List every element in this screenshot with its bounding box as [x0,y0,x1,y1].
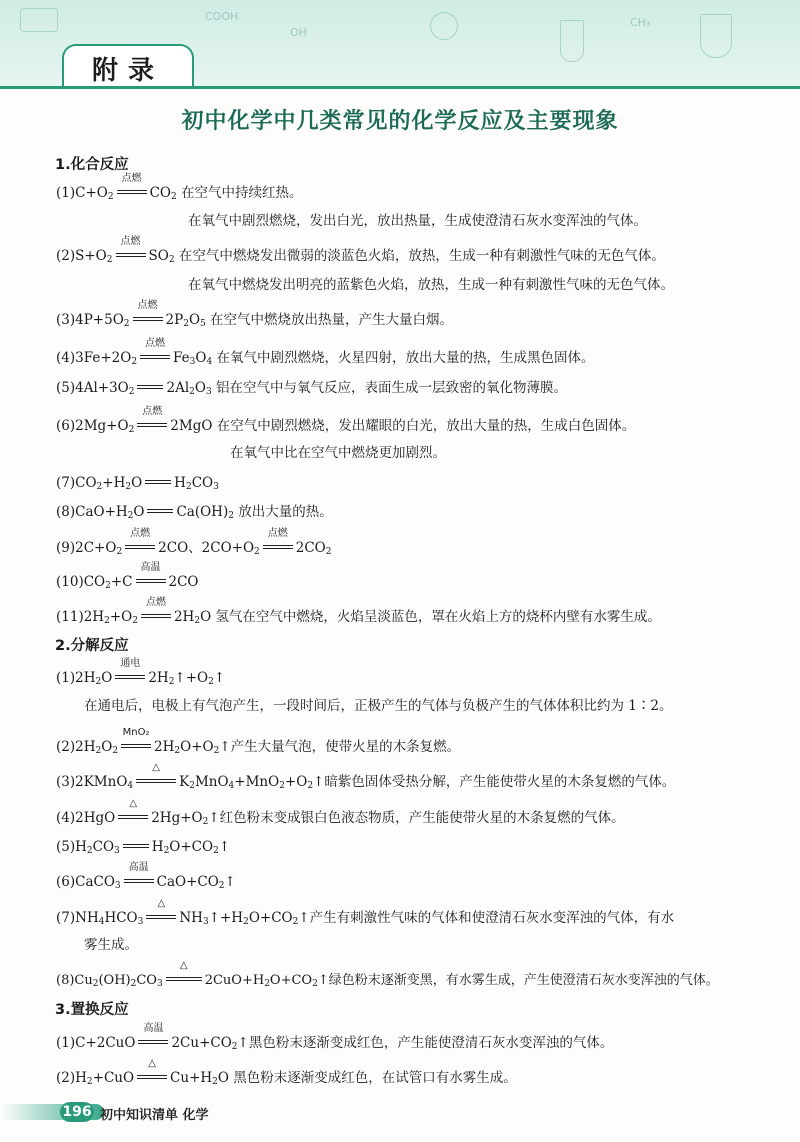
reaction-line: $(8)CaO+H_2O$ $Ca(OH)_2$ 放出大量的热。 [56,504,333,521]
section-heading: 2.分解反应 [55,638,129,654]
reaction-line: $(1)2H_2O$ 通电 $2H_2↑+O_2↑$ [56,658,226,687]
section-heading: 3.置换反应 [55,1002,129,1018]
page-title: 初中化学中几类常见的化学反应及主要现象 [181,109,619,134]
phenomenon-line: 在通电后，电极上有气泡产生，一段时间后，正极产生的气体与负极产生的气体体积比约为 1∶2。 [84,698,673,714]
phenomenon-line: 在氧气中燃烧发出明亮的蓝紫色火焰，放热，生成一种有刺激性气味的无色气体。 [188,277,674,293]
reaction-line: $(9)2C+O_2$ 点燃 2CO、$2CO+O_2$ 点燃 $2CO_2$ [56,528,332,557]
page-header-banner [0,0,800,86]
phenomenon-line: 在氧气中比在空气中燃烧更加剧烈。 [230,445,446,461]
deco-formula: OH [290,26,307,39]
reaction-line: $(5)H_2CO_3$ $H_2O+CO_2↑$ [56,839,231,856]
reaction-line: $(11)2H_2+O_2$ 点燃 $2H_2O$ 氢气在空气中燃烧，火焰呈淡蓝色，罩在火焰上方的烧杯内壁有水雾生成。 [56,597,661,626]
appendix-label: 附录 [91,55,164,86]
reaction-line: $(3)4P+5O_2$ 点燃 $2P_2O_5$ 在空气中燃烧放出热量，产生大量白烟。 [56,300,454,329]
reaction-line: (3)2KMnO$_4$ △ $K_2MnO_4+MnO_2+O_2↑$暗紫色固体受热分解，产生能使带火星的木条复燃的气体。 [56,762,676,791]
phenomenon-line: 在氧气中剧烈燃烧，发出白光，放出热量，生成使澄清石灰水变浑浊的气体。 [188,213,647,229]
reaction-line: $(7)NH_4HCO_3$ △ $NH_3↑+H_2O+CO_2↑$产生有刺激性气味的气体和使澄清石灰水变浑浊的气体，有水 [56,898,675,927]
deco-formula: CH₃ [630,16,651,29]
reaction-line: $(2)S+O_2$ 点燃 $SO_2$ 在空气中燃烧发出微弱的淡蓝色火焰，放热，生成一种有刺激性气味的无色气体。 [56,236,665,265]
header-rule [0,86,800,89]
reaction-line: $(2)H_2+CuO$ △ $Cu+H_2O$ 黑色粉末逐渐变成红色，在试管口有水雾生成。 [56,1058,517,1087]
appendix-tab [62,44,194,86]
section-heading: 1.化合反应 [55,157,129,173]
reaction-line: $(10)CO_2+C$ 高温 2CO [56,562,199,591]
reaction-line: (4)2HgO △ $2Hg+O_2↑$红色粉末变成银白色液态物质，产生能使带火星的木条复燃的气体。 [56,798,625,827]
reaction-line: $(5)4Al+3O_2$ $2Al_2O_3$ 铝在空气中与氧气反应，表面生成一层致密的氧化物薄膜。 [56,380,567,397]
reaction-line: (6)CaCO$_3$ 高温 $CaO+CO_2↑$ [56,862,236,891]
flask-illustration [700,14,732,58]
reaction-line: $(4)3Fe+2O_2$ 点燃 $Fe_3O_4$ 在氧气中剧烈燃烧，火星四射，放出大量的热，生成黑色固体。 [56,338,595,367]
phenomenon-line: 雾生成。 [84,937,138,953]
reaction-line: $(7)CO_2+H_2O$ $H_2CO_3$ [56,475,219,492]
reaction-line: $(1)C+O_2$ 点燃 $CO_2$ 在空气中持续红热。 [56,173,303,202]
reaction-line: $(6)2Mg+O_2$ 点燃 2MgO 在空气中剧烈燃烧，发出耀眼的白光，放出大量的热，生成白色固体。 [56,406,636,435]
flask-illustration [560,20,584,62]
book-title: 初中知识清单 化学 [100,1108,209,1123]
reaction-line: $(2)2H_2O_2$ MnO₂ $2H_2O+O_2↑$产生大量气泡，使带火星的木条复燃。 [56,727,461,756]
reaction-line: $(8)Cu_2(OH)_2CO_3$ △ $2CuO+H_2O+CO_2↑$绿色粉末逐渐变黑，有水雾生成，产生使澄清石灰水变浑浊的气体。 [56,960,719,989]
flask-illustration [430,12,458,40]
flask-illustration [20,8,58,32]
page-footer [0,1098,800,1124]
deco-formula: COOH [205,10,239,23]
reaction-line: (1)C+2CuO 高温 $2Cu+CO_2↑$黑色粉末逐渐变成红色，产生能使澄清石灰水变浑浊的气体。 [56,1023,614,1052]
page-number: 196 [60,1102,94,1122]
